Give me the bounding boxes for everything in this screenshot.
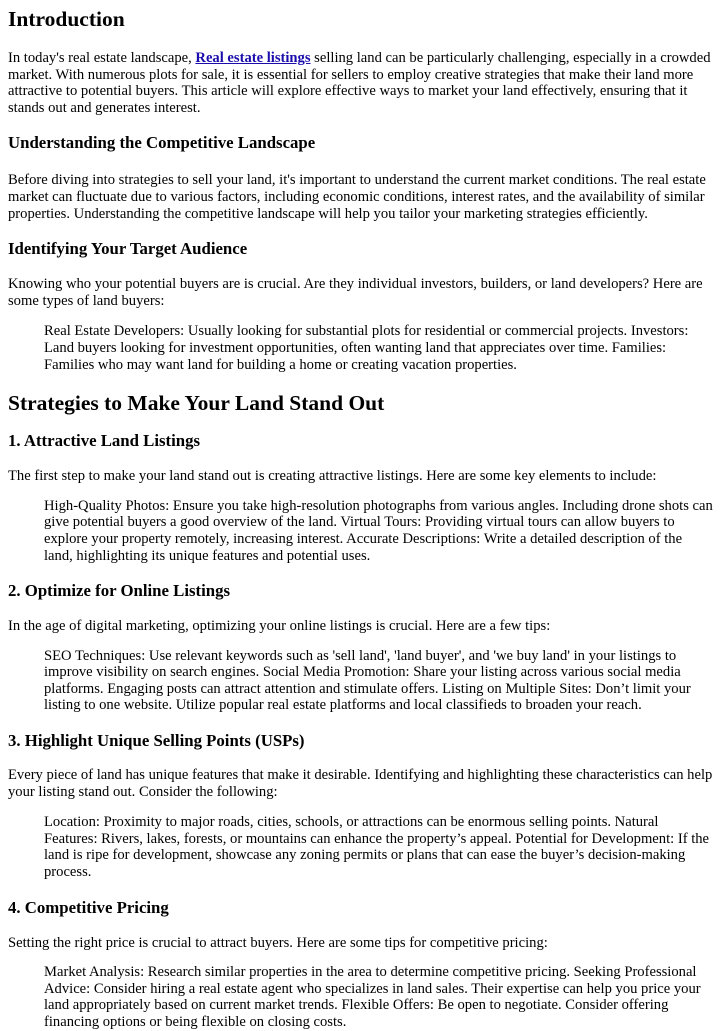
competitive-landscape-paragraph: Before diving into strategies to sell your land, it's important to understand the current market conditions. The real estate market can fluctuate due to various factors, including economic conditions, interest rates, and the availability of similar properties. Understanding the competitive landscape will help you tailor your marketing strategies efficiently. xyxy=(8,172,706,222)
unique-selling-points-quote: Location: Proximity to major roads, cities, schools, or attractions can be enormous selling points. Natural Features: Rivers, lakes, forests, or mountains can enhance the property’s appeal. Potential for Development: If the land is ripe for development, showcase any zoning permits or plans that can ease the buyer’s decision-making process. xyxy=(44,814,710,881)
real-estate-listings-link[interactable]: Real estate listings xyxy=(195,50,311,66)
intro-text-after-link: selling land can be particularly challenging, especially in a crowded market. With numerous plots for sale, it is essential for sellers to employ creative strategies that make their land more attractive to potential buyers. This article will explore effective ways to market your land effectively, ensuring that it stands out and generates interest. xyxy=(8,50,711,116)
intro-paragraph xyxy=(8,50,713,116)
unique-selling-points-paragraph: Every piece of land has unique features that make it desirable. Identifying and highlighting these characteristics can help your listing stand out. Consider the following: xyxy=(8,767,713,800)
online-listings-paragraph: In the age of digital marketing, optimizing your online listings is crucial. Here are a few tips: xyxy=(8,618,551,635)
heading-competitive-landscape: Understanding the Competitive Landscape xyxy=(8,133,316,153)
attractive-listings-quote: High-Quality Photos: Ensure you take high-resolution photographs from various angles. Including drone shots can give potential buyers a good overview of the land. Virtual Tours: Providing virtual tours can allow buyers to explore your property remotely, increasing interest. Accurate Descriptions: Write a detailed description of the land, highlighting its unique features and potential uses. xyxy=(44,497,713,564)
competitive-pricing-paragraph: Setting the right price is crucial to attract buyers. Here are some tips for competitive pricing: xyxy=(8,934,548,951)
heading-strategies: Strategies to Make Your Land Stand Out xyxy=(8,391,385,416)
attractive-listings-paragraph: The first step to make your land stand out is creating attractive listings. Here are some key elements to include: xyxy=(8,468,657,485)
heading-competitive-pricing: 4. Competitive Pricing xyxy=(8,897,169,917)
heading-target-audience: Identifying Your Target Audience xyxy=(8,239,248,259)
heading-online-listings: 2. Optimize for Online Listings xyxy=(8,581,231,601)
intro-text-before-link: In today's real estate landscape, xyxy=(8,50,196,66)
heading-unique-selling-points: 3. Highlight Unique Selling Points (USPs) xyxy=(8,731,305,751)
competitive-pricing-quote: Market Analysis: Research similar properties in the area to determine competitive pricing. Seeking Professional Advice: Consider hiring a real estate agent who specializes in land sales. Their expertise can help you price your land appropriately based on current market trends. Flexible Offers: Be open to negotiate. Consider offering financing options or being flexible on closing costs. xyxy=(44,964,701,1030)
buyer-types-quote: Real Estate Developers: Usually looking for substantial plots for residential or commercial projects. Investors: Land buyers looking for investment opportunities, often wanting land that appreciates over time. Families: Families who may want land for building a home or creating vacation properties. xyxy=(44,323,689,373)
heading-introduction: Introduction xyxy=(8,7,125,31)
heading-attractive-listings: 1. Attractive Land Listings xyxy=(8,431,201,451)
article xyxy=(0,7,720,1031)
target-audience-paragraph: Knowing who your potential buyers are is crucial. Are they individual investors, builders, or land developers? Here are some types of land buyers: xyxy=(8,276,703,309)
online-listings-quote: SEO Techniques: Use relevant keywords such as 'sell land', 'land buyer', and 'we buy land' in your listings to improve visibility on search engines. Social Media Promotion: Share your listing across various social media platforms. Engaging posts can attract attention and stimulate offers. Listing on Multiple Sites: Don’t limit your listing to one website. Utilize popular real estate platforms and local classifieds to broaden your reach. xyxy=(44,647,691,714)
